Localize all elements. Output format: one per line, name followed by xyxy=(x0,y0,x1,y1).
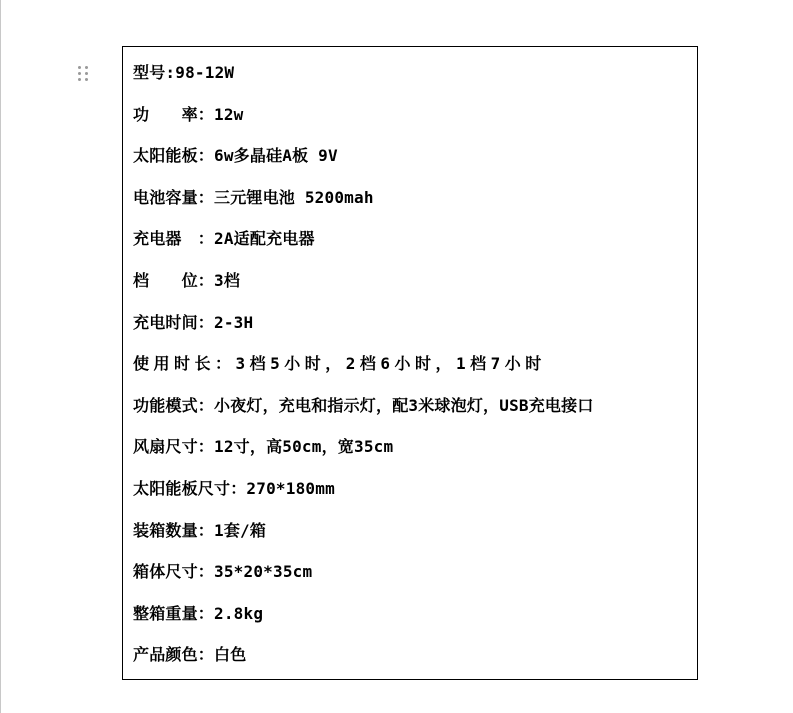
spec-line-solar-panel: 太阳能板：6w多晶硅A板 9V xyxy=(133,146,338,166)
spec-line-packing-quantity: 装箱数量：1套/箱 xyxy=(133,520,267,540)
drag-dot xyxy=(85,72,88,75)
editor-left-border xyxy=(0,0,1,713)
drag-dot xyxy=(78,78,81,81)
spec-line-battery-capacity: 电池容量：三元锂电池 5200mah xyxy=(133,187,374,207)
spec-line-charge-time: 充电时间：2-3H xyxy=(133,312,254,332)
spec-line-carton-size: 箱体尺寸：35*20*35cm xyxy=(133,562,313,582)
drag-handle-icon[interactable] xyxy=(78,66,90,84)
spec-line-product-color: 产品颜色：白色 xyxy=(133,645,247,665)
spec-line-gear: 档 位：3档 xyxy=(133,270,241,290)
spec-line-carton-weight: 整箱重量：2.8kg xyxy=(133,603,264,623)
drag-dot xyxy=(78,66,81,69)
spec-line-function-mode: 功能模式：小夜灯，充电和指示灯，配3米球泡灯，USB充电接口 xyxy=(133,395,594,415)
product-spec-box xyxy=(122,46,698,680)
spec-line-runtime: 使用时长：3档5小时，2档6小时，1档7小时 xyxy=(133,354,546,374)
drag-dot xyxy=(85,66,88,69)
spec-line-model: 型号:98-12W xyxy=(133,63,235,82)
spec-line-solar-panel-size: 太阳能板尺寸：270*180mm xyxy=(133,478,335,498)
spec-line-power: 功 率：12w xyxy=(133,104,244,124)
drag-dot xyxy=(85,78,88,81)
spec-line-fan-size: 风扇尺寸：12寸，高50cm，宽35cm xyxy=(133,437,394,457)
drag-dot xyxy=(78,72,81,75)
spec-line-charger: 充电器 ：2A适配充电器 xyxy=(133,229,315,249)
spec-list xyxy=(133,63,689,687)
